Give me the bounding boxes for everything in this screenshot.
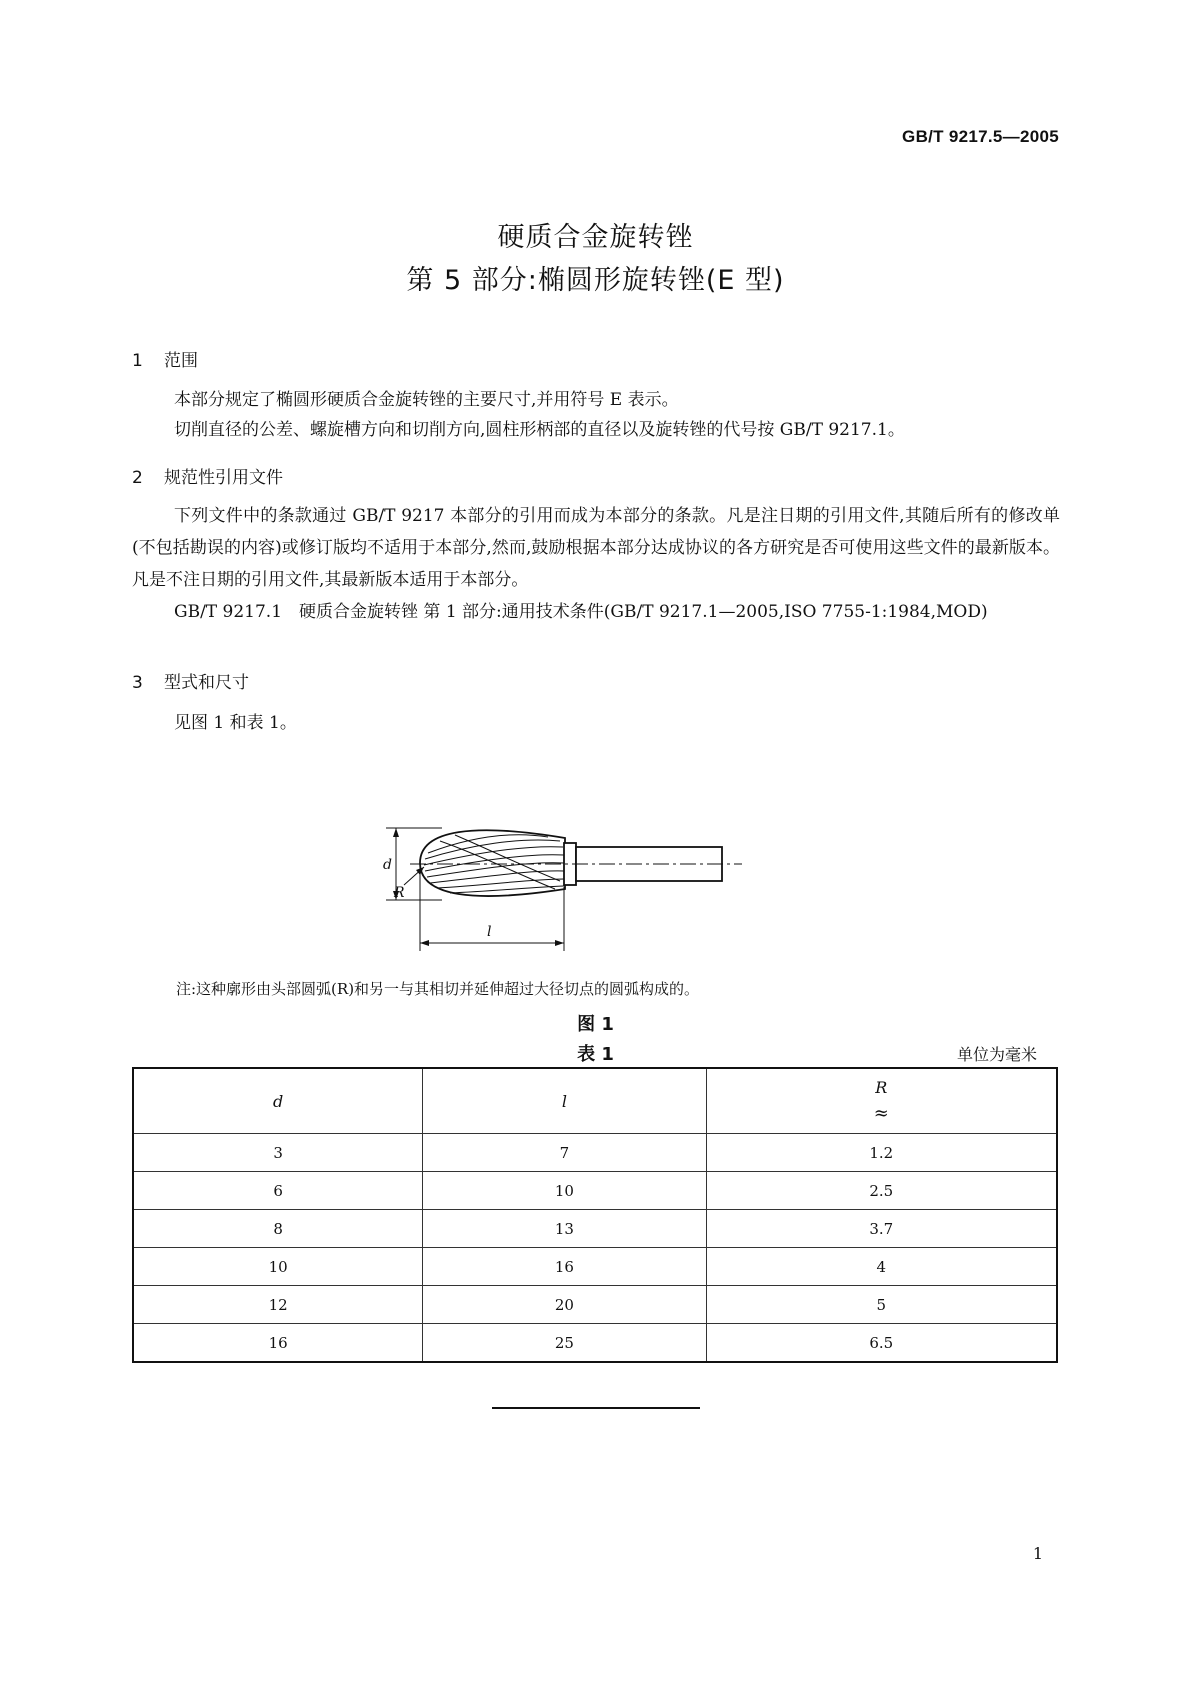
table-row <box>133 1134 1057 1172</box>
standard-code: GB/T 9217.5—2005 <box>902 127 1059 146</box>
radius-r-label: R <box>394 885 405 901</box>
section-1-para-1: 本部分规定了椭圆形硬质合金旋转锉的主要尺寸,并用符号 E 表示。 <box>174 390 679 410</box>
cell-d: 6 <box>133 1172 423 1210</box>
title-line-2: 第 5 部分:椭圆形旋转锉(E 型) <box>406 265 785 296</box>
table-caption: 表 1 <box>577 1044 614 1065</box>
figure-note: 注:这种廓形由头部圆弧(R)和另一与其相切并延伸超过大径切点的圆弧构成的。 <box>176 980 700 998</box>
table-header-row <box>133 1068 1057 1134</box>
page-number: 1 <box>1032 1544 1043 1563</box>
section-number: 2 <box>132 468 143 488</box>
approx-symbol: ≈ <box>873 1103 889 1124</box>
section-3-heading <box>132 668 249 693</box>
col-header-d: d <box>133 1068 423 1134</box>
cell-r: 6.5 <box>706 1324 1057 1363</box>
cell-l: 7 <box>423 1134 706 1172</box>
cell-r: 5 <box>706 1286 1057 1324</box>
cell-l: 10 <box>423 1172 706 1210</box>
cell-l: 25 <box>423 1324 706 1363</box>
table-row <box>133 1324 1057 1363</box>
cell-d: 10 <box>133 1248 423 1286</box>
cell-l: 16 <box>423 1248 706 1286</box>
dimensions-table <box>132 1067 1058 1363</box>
section-2-heading <box>132 463 283 488</box>
section-2-para-2: GB/T 9217.1 硬质合金旋转锉 第 1 部分:通用技术条件(GB/T 9217.1—2005,ISO 7755-1:1984,MOD) <box>174 602 988 622</box>
cell-d: 8 <box>133 1210 423 1248</box>
cell-l: 13 <box>423 1210 706 1248</box>
cell-r: 3.7 <box>706 1210 1057 1248</box>
cell-l: 20 <box>423 1286 706 1324</box>
section-3-para-1: 见图 1 和表 1。 <box>174 713 297 733</box>
col-header-l: l <box>423 1068 706 1134</box>
section-1-heading <box>132 346 198 371</box>
end-of-document-line <box>492 1407 700 1409</box>
cell-r: 2.5 <box>706 1172 1057 1210</box>
section-number: 1 <box>132 351 143 371</box>
burr-drawing <box>380 825 800 960</box>
section-2-para-1: 下列文件中的条款通过 GB/T 9217 本部分的引用而成为本部分的条款。凡是注日期的引用文件,其随后所有的修改单(不包括勘误的内容)或修订版均不适用于本部分,然而,鼓励根据本部分达成协议的各方研究是否可使用这些文件的最新版本。凡是不注日期的引用文件,其最新版本适用于本部分。 <box>132 506 1060 590</box>
cell-r: 1.2 <box>706 1134 1057 1172</box>
figure-caption: 图 1 <box>577 1014 614 1035</box>
col-header-r-label: R <box>875 1078 888 1097</box>
title-line-1: 硬质合金旋转锉 <box>497 222 694 253</box>
dimension-l-label: l <box>487 924 492 940</box>
cell-r: 4 <box>706 1248 1057 1286</box>
col-header-r <box>706 1068 1057 1134</box>
section-title: 型式和尺寸 <box>164 673 249 693</box>
dimension-d-label: d <box>383 857 392 873</box>
table-row <box>133 1210 1057 1248</box>
section-1-para-2: 切削直径的公差、螺旋槽方向和切削方向,圆柱形柄部的直径以及旋转锉的代号按 GB/T 9217.1。 <box>174 420 905 440</box>
section-number: 3 <box>132 673 143 693</box>
table-row <box>133 1172 1057 1210</box>
cell-d: 12 <box>133 1286 423 1324</box>
cell-d: 3 <box>133 1134 423 1172</box>
table-row <box>133 1248 1057 1286</box>
table-unit: 单位为毫米 <box>956 1045 1037 1064</box>
section-title: 范围 <box>164 351 198 371</box>
section-title: 规范性引用文件 <box>164 468 283 488</box>
table-row <box>133 1286 1057 1324</box>
cell-d: 16 <box>133 1324 423 1363</box>
